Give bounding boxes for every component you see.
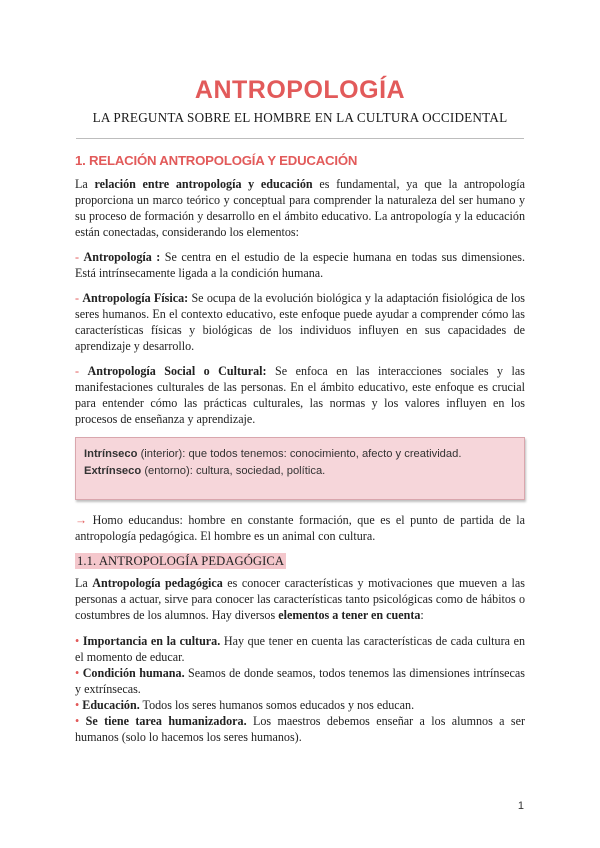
bullet-icon: • [75,714,80,728]
note-box [75,437,525,500]
bullet-text: Todos los seres humanos somos educados y nos educan. [139,698,415,712]
bullet-text: Seamos de donde seamos, todos tenemos las dimensiones intrínsecas y extrínsecas. [75,666,525,696]
intro-bold: Antropología pedagógica [92,576,223,590]
bullet-term: Importancia en la cultura. [82,634,221,648]
item-text: Se centra en el estudio de la especie humana en todas sus dimensiones. Está intrínsecamente ligada a la condición humana. [75,250,525,280]
intro-mid: es conocer características y motivaciones que mueven a las personas a actuar, sirve para conocer las características tanto psicológicas como de hábitos o costumbres de los alumnos. Hay diversos [75,576,525,622]
note-text: (entorno): cultura, sociedad, política. [141,465,326,477]
item-antropologia [75,249,525,281]
item-text: Se enfoca en las interacciones sociales y las manifestaciones culturales de las personas. En el ámbito educativo, este enfoque es crucial para entender cómo las prácticas culturales, las normas y los valores influyen en los procesos de enseñanza y aprendizaje. [75,364,525,426]
intro-end: : [420,608,424,622]
section-heading-1: 1. RELACIÓN ANTROPOLOGÍA Y EDUCACIÓN [75,153,358,168]
note-term: Extrínseco [84,465,142,477]
bullet-icon: • [75,666,80,680]
document-title: ANTROPOLOGÍA [194,76,406,104]
intro-bold: relación entre antropología y educación [94,177,313,191]
bullet-term: Se tiene tarea humanizadora. [85,714,247,728]
homo-educandus-paragraph [75,512,525,544]
bullet-icon: • [75,698,80,712]
item-antropologia-fisica [75,290,525,354]
list-item [75,633,525,665]
note-line-extrinseco [84,463,516,480]
item-term: Antropología Física: [82,291,189,305]
item-text: Se ocupa de la evolución biológica y la adaptación fisiológica de los seres humanos. En el contexto educativo, este enfoque puede ayudar a comprender cómo las características físicas y biológicas de los individuos influyen en sus capacidades de aprendizaje y desarrollo. [75,291,525,353]
section-heading-1-1: 1.1. ANTROPOLOGÍA PEDAGÓGICA [77,554,285,568]
intro-start: La [75,576,93,590]
bullet-text: Hay que tener en cuenta las características de cada cultura en el momento de educar. [75,634,525,664]
item-antropologia-social [75,363,525,427]
list-item [75,665,525,697]
bullet-icon: • [75,634,80,648]
antropologia-pedagogica-paragraph [75,575,525,623]
bullet-term: Condición humana. [82,666,185,680]
intro-bold-2: elementos a tener en cuenta [278,608,421,622]
bullet-text: Los maestros debemos enseñar a los alumnos a ser humanos (solo lo hacemos los seres humanos). [75,714,525,744]
list-item [75,713,525,745]
item-term: Antropología : [83,250,161,264]
elements-list [75,633,525,745]
intro-rest: es fundamental, ya que la antropología proporciona un marco teórico y conceptual para comprender la naturaleza del ser humano y su proceso de formación y desarrollo en el ámbito educativo. La antropología y la educación están conectadas, considerando los elementos: [75,177,525,239]
dash-marker: - [75,364,80,378]
item-term: Antropología Social o Cultural: [87,364,267,378]
intro-start: La [75,177,95,191]
bullet-term: Educación. [82,698,140,712]
note-text: (interior): que todos tenemos: conocimiento, afecto y creatividad. [137,448,462,460]
homo-text: Homo educandus: hombre en constante formación, que es el punto de partida de la antropología pedagógica. El hombre es un animal con cultura. [75,513,525,543]
page-number: 1 [517,800,524,812]
arrow-icon: → [75,513,88,527]
list-item [75,697,525,713]
dash-marker: - [75,250,80,264]
dash-marker: - [75,291,80,305]
intro-paragraph [75,176,525,240]
document-subtitle: LA PREGUNTA SOBRE EL HOMBRE EN LA CULTURA OCCIDENTAL [92,110,508,125]
divider [76,138,524,139]
note-line-intrinseco [84,446,516,463]
note-term: Intrínseco [84,448,138,460]
